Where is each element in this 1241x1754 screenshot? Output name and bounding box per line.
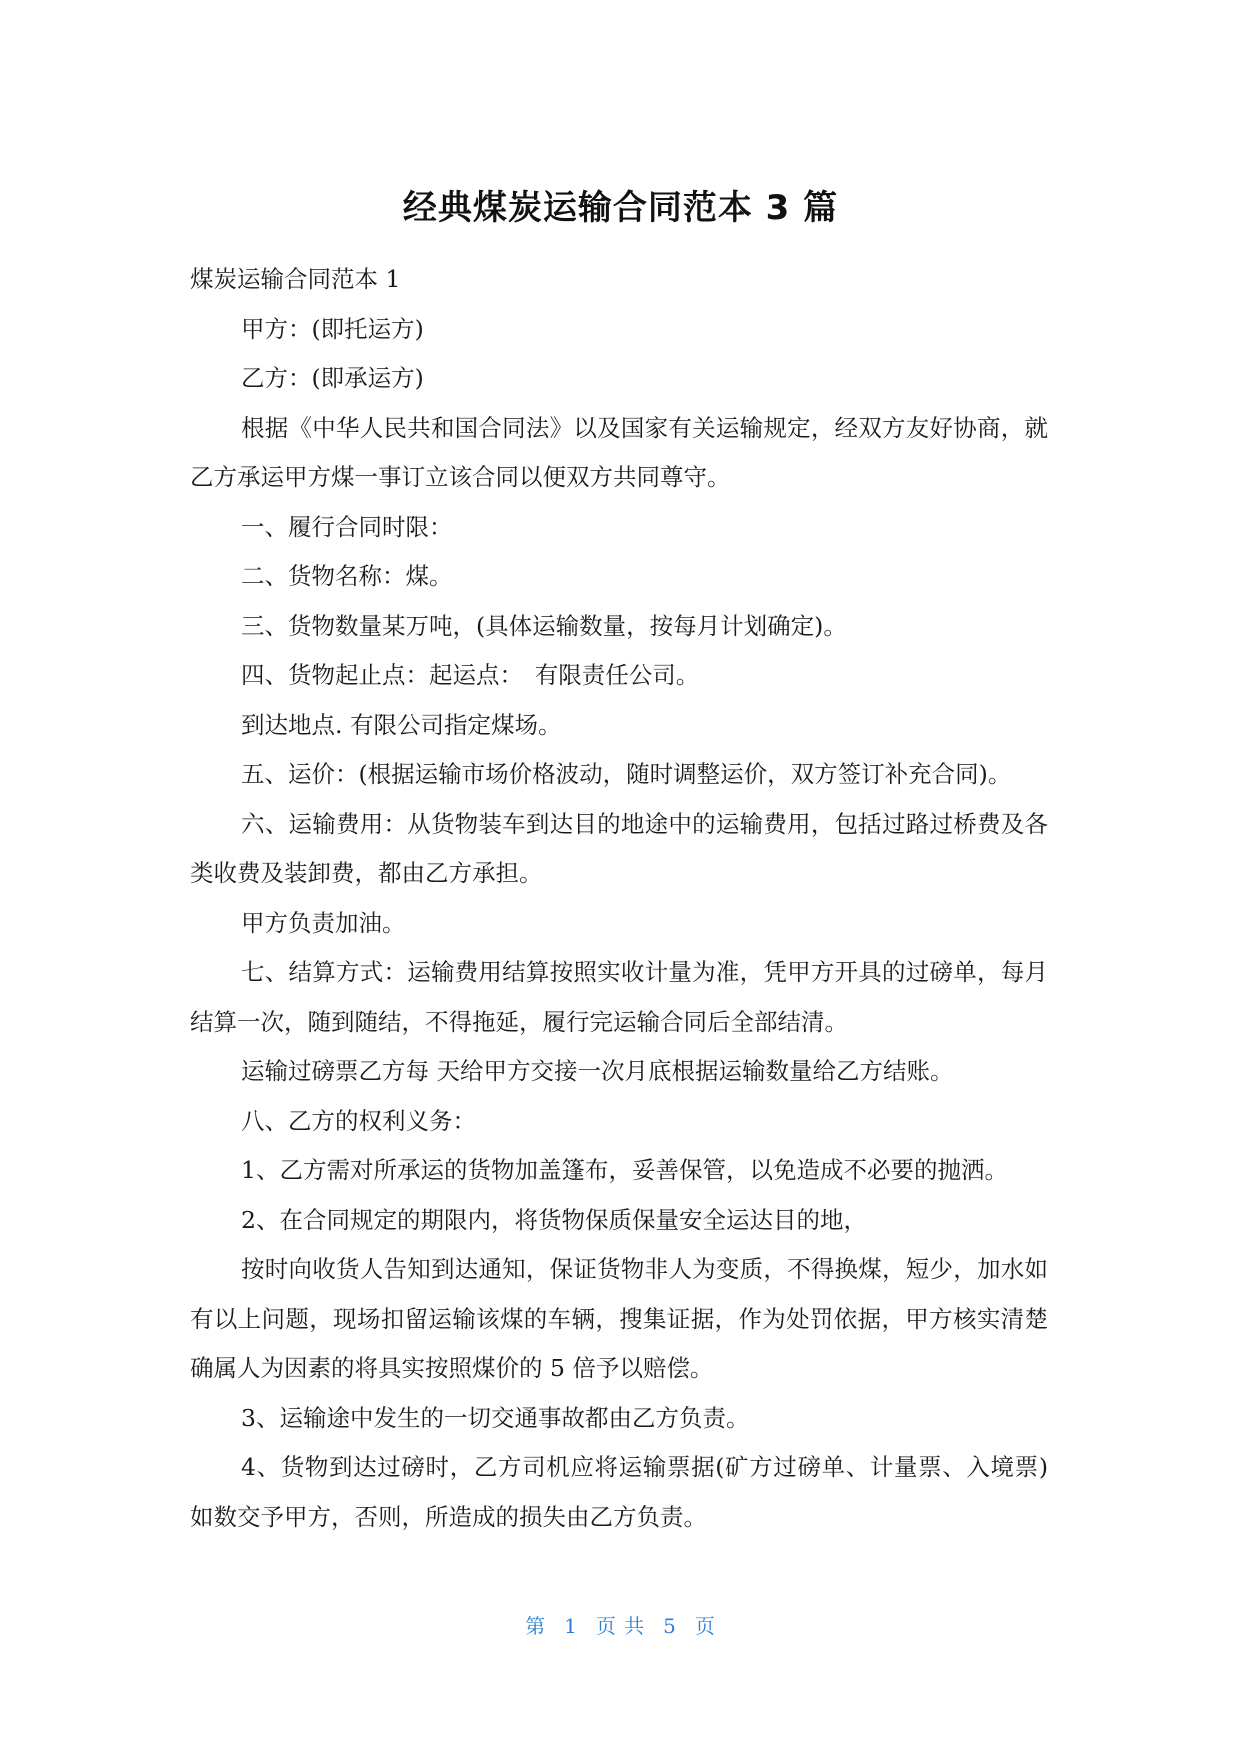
- footer-suffix: 页: [694, 1614, 716, 1638]
- paragraph: 三、货物数量某万吨，(具体运输数量，按每月计划确定)。: [241, 611, 847, 640]
- paragraph: 二、货物名称：煤。: [241, 562, 453, 590]
- footer-prefix: 第: [525, 1614, 547, 1638]
- paragraph: 六、运输费用：从货物装车到达目的地途中的运输费用，包括过路过桥费及各类收费及装卸费，都由乙方承担。: [190, 809, 1048, 887]
- paragraph: 运输过磅票乙方每 天给甲方交接一次月底根据运输数量给乙方结账。: [241, 1057, 954, 1085]
- paragraph: 2、在合同规定的期限内，将货物保质保量安全运达目的地，: [241, 1205, 867, 1234]
- footer-total-pages: 5: [663, 1614, 677, 1638]
- paragraph: 甲方：(即托运方): [241, 314, 424, 343]
- paragraph: 3、运输途中发生的一切交通事故都由乙方负责。: [241, 1403, 750, 1432]
- paragraph: 四、货物起止点：起运点： 有限责任公司。: [241, 661, 700, 689]
- paragraph: 4、货物到达过磅时，乙方司机应将运输票据(矿方过磅单、计量票、入境票)如数交予甲方，否则，所造成的损失由乙方负责。: [190, 1453, 1048, 1531]
- paragraph: 到达地点. 有限公司指定煤场。: [241, 710, 562, 739]
- document-body: [190, 255, 1048, 1542]
- paragraph: 按时向收货人告知到达通知，保证货物非人为变质，不得换煤，短少，加水如有以上问题，现场扣留运输该煤的车辆，搜集证据，作为处罚依据，甲方核实清楚确属人为因素的将具实按照煤价的 5 倍予以赔偿。: [190, 1255, 1048, 1382]
- paragraph: 1、乙方需对所承运的货物加盖篷布，妥善保管，以免造成不必要的抛洒。: [241, 1156, 1008, 1184]
- page-footer: [0, 1612, 1241, 1640]
- paragraph: 乙方：(即承运方): [241, 364, 424, 392]
- paragraph: 五、运价：(根据运输市场价格波动，随时调整运价，双方签订补充合同)。: [241, 760, 1012, 788]
- footer-middle: 页 共: [595, 1614, 646, 1638]
- footer-page-number: 1: [564, 1614, 578, 1638]
- paragraph: 根据《中华人民共和国合同法》以及国家有关运输规定，经双方友好协商，就乙方承运甲方煤一事订立该合同以便双方共同尊守。: [190, 413, 1048, 491]
- paragraph: 七、结算方式：运输费用结算按照实收计量为准，凭甲方开具的过磅单，每月结算一次，随到随结，不得拖延，履行完运输合同后全部结清。: [190, 958, 1048, 1036]
- paragraph: 甲方负责加油。: [241, 908, 406, 937]
- paragraph: 一、履行合同时限：: [241, 512, 453, 541]
- document-title: 经典煤炭运输合同范本 3 篇: [402, 188, 839, 228]
- paragraph: 八、乙方的权利义务：: [241, 1106, 476, 1135]
- paragraph: 煤炭运输合同范本 1: [190, 265, 401, 293]
